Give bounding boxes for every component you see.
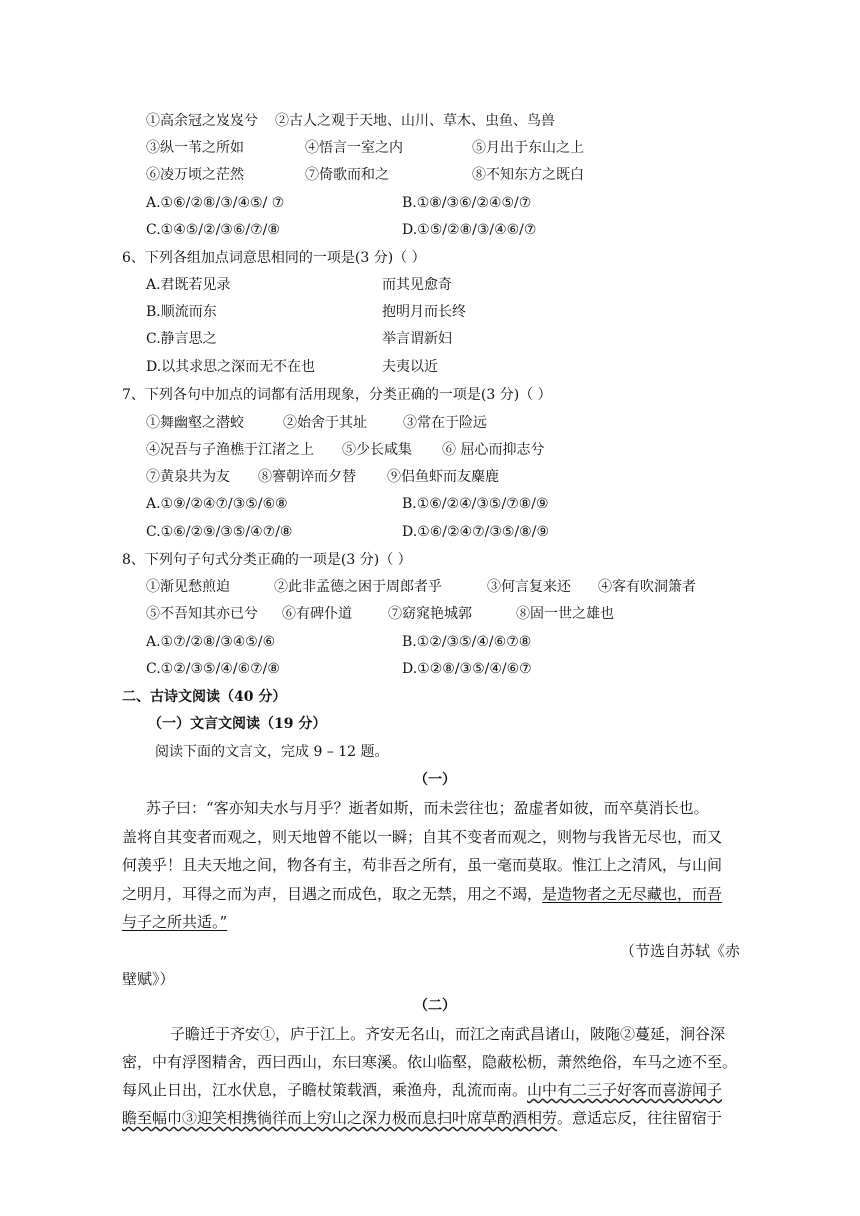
q6-d-right: 夫夷以近 [382, 359, 438, 375]
passage2-line-2: 密，中有浮图精舍，西曰西山，东曰寒溪。依山临壑，隐蔽松枥，萧然绝俗，车马之迹不至。 [122, 1053, 738, 1071]
q7-item-1: ①舞幽壑之潜蛟 [146, 415, 244, 431]
passage1-line-3: 何羡乎！且夫天地之间，物各有主，苟非吾之所有，虽一毫而莫取。惟江上之清风，与山间 [122, 856, 723, 874]
q5-item-3: ③纵一苇之所如 [146, 140, 244, 156]
q5-item-8: ⑧不知东方之既白 [472, 167, 584, 183]
q7-item-8: ⑧謇朝谇而夕替 [258, 469, 356, 485]
passage2-wavy-1: 山中有二三子好客而喜游闻子 [527, 1081, 723, 1099]
q5-item-6: ⑥凌万顷之茫然 [146, 167, 244, 183]
passage1-source: （节选自苏轼《赤 [620, 942, 741, 960]
q7-option-b: B.①⑥/②④/③⑤/⑦⑧/⑨ [402, 496, 549, 512]
section-instruction: 阅读下面的文言文，完成 9 – 12 题。 [155, 744, 389, 760]
passage2-heading: （二） [414, 998, 456, 1014]
passage2-line-3 [122, 1080, 722, 1100]
q5-option-a: A.①⑥/②⑧/③/④⑤/ ⑦ [146, 195, 285, 211]
q8-item-8: ⑧固一世之雄也 [516, 606, 614, 622]
passage1-line-1: 苏子曰：“客亦知夫水与月乎？逝者如斯，而未尝往也；盈虚者如彼，而卒莫消长也。 [146, 799, 709, 817]
q6-b-right: 抱明月而长终 [382, 304, 466, 320]
passage1-line-2: 盖将自其变者而观之，则天地曾不能以一瞬；自其不变者而观之，则物与我皆无尽也，而又 [122, 828, 723, 846]
q7-item-9: ⑨侣鱼虾而友麋鹿 [387, 469, 499, 485]
q8-option-d: D.①②⑧/③⑤/④/⑥⑦ [402, 661, 532, 677]
q7-item-3: ③常在于险远 [403, 415, 487, 431]
q7-item-2: ②始舍于其址 [283, 415, 367, 431]
passage1-line-4 [122, 884, 722, 904]
passage1-underlined-1: 是造物者之无尽藏也，而吾 [542, 885, 723, 903]
q8-item-2: ②此非孟德之困于周郎者乎 [274, 579, 442, 595]
passage2-line-4-rest: 。意适忘反，往往留宿于 [557, 1109, 723, 1127]
q5-item-2: ②古人之观于天地、山川、草木、虫鱼、鸟兽 [275, 113, 555, 129]
q5-option-d: D.①⑤/②⑧/③/④⑥/⑦ [402, 222, 537, 238]
passage2-wavy-2: 瞻至幅巾③迎笑相携徜徉而上穷山之深力极而息扫叶席草酌酒相劳 [122, 1109, 558, 1127]
section-title: 二、古诗文阅读（40 分） [122, 689, 287, 705]
q5-item-4: ④悟言一室之内 [305, 140, 403, 156]
q7-option-c: C.①⑥/②⑨/③⑤/④⑦/⑧ [146, 524, 293, 540]
passage1-line-5 [122, 912, 227, 932]
q8-item-1: ①渐见愁煎迫 [146, 579, 230, 595]
q6-a-right: 而其见愈奇 [382, 277, 452, 293]
q6-c-left: C.静言思之 [146, 331, 217, 347]
q7-item-4: ④况吾与子渔樵于江渚之上 [146, 442, 314, 458]
q8-item-6: ⑥有碑仆道 [282, 606, 352, 622]
q6-a-left: A.君既若见录 [146, 277, 231, 293]
q6-c-right: 举言谓新妇 [382, 331, 452, 347]
q7-stem: 7、下列各句中加点的词都有活用现象，分类正确的一项是(3 分)（ ） [122, 387, 552, 403]
passage2-line-4 [122, 1108, 722, 1128]
passage2-line-3-text: 每风止日出，江水伏息，子瞻杖策载酒，乘渔舟，乱流而南。 [122, 1081, 528, 1099]
q8-option-b: B.①②/③⑤/④/⑥⑦⑧ [402, 634, 532, 650]
q7-item-5: ⑤少长咸集 [342, 442, 412, 458]
q6-b-left: B.顺流而东 [146, 304, 217, 320]
q8-option-c: C.①②/③⑤/④/⑥⑦/⑧ [146, 661, 280, 677]
q5-option-c: C.①④⑤/②/③⑥/⑦/⑧ [146, 222, 280, 238]
q5-item-5: ⑤月出于东山之上 [472, 140, 584, 156]
passage1-underlined-2: 与子之所共适。” [122, 913, 228, 931]
q8-item-3: ③何言复来还 [487, 579, 571, 595]
q8-item-7: ⑦窈窕艳城郭 [388, 606, 472, 622]
q7-option-a: A.①⑨/②④⑦/③⑤/⑥⑧ [146, 496, 288, 512]
q5-item-1: ①高余冠之岌岌兮 [146, 113, 258, 129]
q6-stem: 6、下列各组加点词意思相同的一项是(3 分)（ ） [122, 250, 426, 266]
q8-stem: 8、下列句子句式分类正确的一项是(3 分)（ ） [122, 552, 412, 568]
passage2-line-1: 子瞻迁于齐安①，庐于江上。齐安无名山，而江之南武昌诸山，陂陁②蔓延，涧谷深 [170, 1025, 726, 1043]
passage1-line-4-text: 之明月，耳得之而为声，目遇之而成色，取之无禁，用之不竭， [122, 885, 543, 903]
passage1-heading: （一） [414, 772, 456, 788]
section-subtitle: （一）文言文阅读（19 分） [148, 716, 327, 732]
q8-item-5: ⑤不吾知其亦已兮 [146, 606, 258, 622]
q5-option-b: B.①⑧/③⑥/②④⑤/⑦ [402, 195, 532, 211]
q8-item-4: ④客有吹洞箫者 [598, 579, 696, 595]
q7-option-d: D.①⑥/②④⑦/③⑤/⑧/⑨ [402, 524, 549, 540]
q7-item-6: ⑥ 屈心而抑志兮 [442, 442, 545, 458]
q8-option-a: A.①⑦/②⑧/③④⑤/⑥ [146, 634, 276, 650]
q6-d-left: D.以其求思之深而无不在也 [146, 359, 316, 375]
q5-item-7: ⑦倚歌而和之 [305, 167, 389, 183]
q7-item-7: ⑦黄泉共为友 [146, 469, 230, 485]
passage1-source-cont: 壁赋》） [122, 970, 175, 988]
